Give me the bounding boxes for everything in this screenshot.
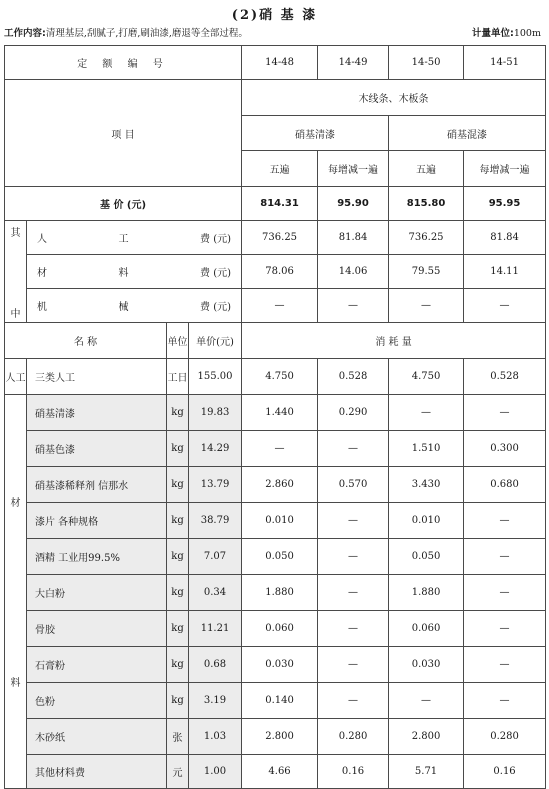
material-value: 0.680 xyxy=(464,467,546,503)
material-value: 0.570 xyxy=(318,467,389,503)
measurement-unit-label: 计量单位: xyxy=(472,28,514,39)
material-row xyxy=(5,683,546,719)
material-name: 硝基色漆 xyxy=(27,431,167,467)
base-price-value: 95.90 xyxy=(318,187,389,221)
material-unit: kg xyxy=(167,503,189,539)
breakdown-side-bottom: 中 xyxy=(10,308,21,320)
group-label: 硝基混漆 xyxy=(389,116,546,151)
fee-value: 79.55 xyxy=(389,255,464,289)
measurement-unit-value: 100m xyxy=(513,28,541,39)
fee-value: 736.25 xyxy=(242,221,318,255)
fee-value: — xyxy=(242,289,318,323)
material-value: — xyxy=(464,539,546,575)
material-unit: kg xyxy=(167,683,189,719)
breakdown-side-label xyxy=(5,221,27,323)
base-price-value: 814.31 xyxy=(242,187,318,221)
fee-value: 81.84 xyxy=(318,221,389,255)
code-cell: 14-50 xyxy=(389,46,464,80)
material-name: 漆片 各种规格 xyxy=(27,503,167,539)
material-name: 硝基清漆 xyxy=(27,395,167,431)
subcol-label: 每增减一遍 xyxy=(318,151,389,187)
labor-value: 0.528 xyxy=(318,359,389,395)
material-value: — xyxy=(318,683,389,719)
quota-table xyxy=(4,45,546,789)
material-unit: kg xyxy=(167,431,189,467)
material-row xyxy=(5,467,546,503)
work-content xyxy=(4,25,248,39)
labor-unit: 工日 xyxy=(167,359,189,395)
material-value: 2.800 xyxy=(242,719,318,755)
material-price: 19.83 xyxy=(189,395,242,431)
code-row xyxy=(5,46,546,80)
material-row xyxy=(5,431,546,467)
unit-header: 单位 xyxy=(167,323,189,359)
fee-value: 736.25 xyxy=(389,221,464,255)
material-price: 1.00 xyxy=(189,755,242,789)
material-value: — xyxy=(389,683,464,719)
material-unit: 元 xyxy=(167,755,189,789)
fee-row-material xyxy=(5,255,546,289)
material-row xyxy=(5,647,546,683)
material-name: 硝基漆稀释剂 信那水 xyxy=(27,467,167,503)
group-label: 硝基清漆 xyxy=(242,116,389,151)
material-value: — xyxy=(464,647,546,683)
name-header: 名 称 xyxy=(5,323,167,359)
material-value: 0.16 xyxy=(318,755,389,789)
fee-label: 机 械 费 (元) xyxy=(27,289,242,323)
labor-value: 0.528 xyxy=(464,359,546,395)
material-row xyxy=(5,503,546,539)
work-content-text: 清理基层,刮腻子,打磨,刷油漆,磨退等全部过程。 xyxy=(45,28,248,39)
material-name: 骨胶 xyxy=(27,611,167,647)
category-label: 木线条、木板条 xyxy=(242,80,546,116)
material-value: — xyxy=(318,431,389,467)
material-value: 0.060 xyxy=(242,611,318,647)
labor-price: 155.00 xyxy=(189,359,242,395)
material-value: — xyxy=(389,395,464,431)
material-row xyxy=(5,575,546,611)
material-value: — xyxy=(318,539,389,575)
material-value: — xyxy=(464,611,546,647)
fee-value: 14.06 xyxy=(318,255,389,289)
base-price-value: 95.95 xyxy=(464,187,546,221)
price-header: 单价(元) xyxy=(189,323,242,359)
material-value: 0.280 xyxy=(318,719,389,755)
material-price: 1.03 xyxy=(189,719,242,755)
fee-value: — xyxy=(389,289,464,323)
fee-value: — xyxy=(318,289,389,323)
code-cell: 14-51 xyxy=(464,46,546,80)
material-price: 38.79 xyxy=(189,503,242,539)
material-value: 0.050 xyxy=(242,539,318,575)
material-price: 0.68 xyxy=(189,647,242,683)
material-value: 1.510 xyxy=(389,431,464,467)
measurement-unit xyxy=(472,25,541,39)
fee-label: 人 工 费 (元) xyxy=(27,221,242,255)
material-value: 0.140 xyxy=(242,683,318,719)
material-name: 酒精 工业用99.5% xyxy=(27,539,167,575)
labor-side-label: 人工 xyxy=(5,359,27,395)
material-price: 11.21 xyxy=(189,611,242,647)
material-price: 3.19 xyxy=(189,683,242,719)
code-cell: 14-48 xyxy=(242,46,318,80)
base-price-row xyxy=(5,187,546,221)
labor-row xyxy=(5,359,546,395)
material-side-top: 材 xyxy=(10,498,21,509)
material-value: 2.800 xyxy=(389,719,464,755)
labor-name: 三类人工 xyxy=(27,359,167,395)
material-name: 木砂纸 xyxy=(27,719,167,755)
code-cell: 14-49 xyxy=(318,46,389,80)
material-unit: kg xyxy=(167,467,189,503)
labor-value: 4.750 xyxy=(389,359,464,395)
material-value: 0.010 xyxy=(242,503,318,539)
material-value: 0.16 xyxy=(464,755,546,789)
material-price: 0.34 xyxy=(189,575,242,611)
work-content-label: 工作内容: xyxy=(4,28,46,39)
material-unit: kg xyxy=(167,611,189,647)
material-value: — xyxy=(318,503,389,539)
material-value: 1.880 xyxy=(389,575,464,611)
material-value: — xyxy=(464,503,546,539)
material-side-bottom: 料 xyxy=(10,678,21,689)
page-title: (2)硝 基 漆 xyxy=(231,8,318,23)
material-value: 0.030 xyxy=(389,647,464,683)
material-value: — xyxy=(318,647,389,683)
fee-row-labor xyxy=(5,221,546,255)
material-price: 7.07 xyxy=(189,539,242,575)
material-price: 14.29 xyxy=(189,431,242,467)
material-name: 大白粉 xyxy=(27,575,167,611)
fee-row-machine xyxy=(5,289,546,323)
fee-value: 14.11 xyxy=(464,255,546,289)
code-label: 定 额 编 号 xyxy=(5,46,242,80)
material-value: 0.060 xyxy=(389,611,464,647)
subcol-label: 每增减一遍 xyxy=(464,151,546,187)
material-name: 石膏粉 xyxy=(27,647,167,683)
consumption-header-row xyxy=(5,323,546,359)
material-row xyxy=(5,539,546,575)
base-price-label: 基 价 (元) xyxy=(5,187,242,221)
material-unit: kg xyxy=(167,575,189,611)
consumption-header: 消 耗 量 xyxy=(242,323,546,359)
base-price-value: 815.80 xyxy=(389,187,464,221)
material-value: — xyxy=(464,395,546,431)
material-unit: 张 xyxy=(167,719,189,755)
material-value: 0.290 xyxy=(318,395,389,431)
material-value: 0.280 xyxy=(464,719,546,755)
material-value: — xyxy=(318,611,389,647)
material-price: 13.79 xyxy=(189,467,242,503)
fee-value: 81.84 xyxy=(464,221,546,255)
breakdown-side-top: 其 xyxy=(10,227,21,239)
material-value: 1.880 xyxy=(242,575,318,611)
subcol-label: 五遍 xyxy=(242,151,318,187)
material-side-label xyxy=(5,395,27,789)
material-row xyxy=(5,755,546,789)
subcol-label: 五遍 xyxy=(389,151,464,187)
fee-label: 材 料 费 (元) xyxy=(27,255,242,289)
material-value: 0.050 xyxy=(389,539,464,575)
material-name: 其他材料费 xyxy=(27,755,167,789)
material-value: 1.440 xyxy=(242,395,318,431)
category-row xyxy=(5,80,546,116)
labor-value: 4.750 xyxy=(242,359,318,395)
material-value: 4.66 xyxy=(242,755,318,789)
material-value: 0.010 xyxy=(389,503,464,539)
material-unit: kg xyxy=(167,395,189,431)
material-row xyxy=(5,719,546,755)
material-row xyxy=(5,611,546,647)
material-value: — xyxy=(318,575,389,611)
material-value: — xyxy=(464,683,546,719)
material-unit: kg xyxy=(167,539,189,575)
material-value: 2.860 xyxy=(242,467,318,503)
material-name: 色粉 xyxy=(27,683,167,719)
item-label: 项 目 xyxy=(5,80,242,187)
material-value: 5.71 xyxy=(389,755,464,789)
material-value: 0.300 xyxy=(464,431,546,467)
material-row xyxy=(5,395,546,431)
fee-value: — xyxy=(464,289,546,323)
fee-value: 78.06 xyxy=(242,255,318,289)
material-unit: kg xyxy=(167,647,189,683)
material-value: 0.030 xyxy=(242,647,318,683)
material-value: — xyxy=(242,431,318,467)
material-value: — xyxy=(464,575,546,611)
material-value: 3.430 xyxy=(389,467,464,503)
